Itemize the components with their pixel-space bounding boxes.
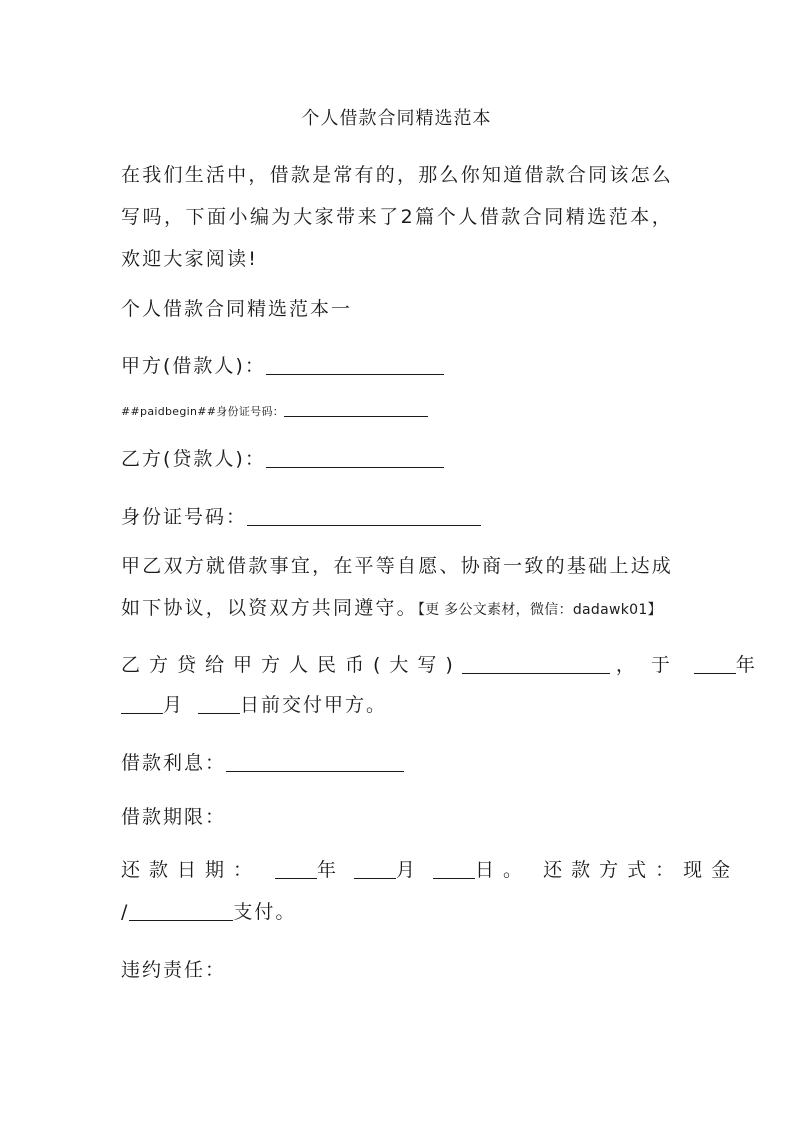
paid-marker-id-label: ##paidbegin##身份证号码： [121,405,285,418]
id-number-label: 身份证号码： [121,506,248,528]
repay-year-char: 年 [317,859,339,881]
repay-date-label: 还款日期： [121,859,262,881]
loan-date-line [121,690,387,720]
interest-label: 借款利息： [121,752,227,774]
section-heading: 个人借款合同精选范本一 [121,298,353,320]
loan-amount-line [121,650,757,680]
party-b-line [121,444,444,474]
loan-amount-comma: ， [615,654,637,676]
breach-line: 违约责任： [121,959,227,981]
party-a-label: 甲方(借款人)： [121,355,266,377]
repay-month-char: 月 [396,859,418,881]
repay-year-blank [275,859,317,879]
agreement-text: 甲乙双方就借款事宜，在平等自愿、协商一致的基础上达成如下协议，以资双方共同遵守。 [121,555,673,619]
party-a-line [121,351,444,381]
loan-day-blank [198,694,240,714]
repay-method-blank [129,901,233,921]
term-line: 借款期限： [121,806,227,828]
repay-slash: / [121,901,130,923]
loan-amount-blank [462,654,610,674]
loan-year-blank [694,654,736,674]
loan-amount-prefix: 乙方贷给甲方人民币(大写) [121,654,462,676]
party-a-blank [266,355,444,375]
loan-day-pay-text: 日前交付甲方。 [240,694,388,716]
interest-blank [226,752,404,772]
party-b-label: 乙方(贷款人)： [121,448,266,470]
loan-amount-yu: 于 [650,654,672,676]
repay-method-label: 还款方式：现金 [543,859,740,881]
loan-month-char: 月 [163,694,185,716]
id-number-blank [247,506,481,526]
paid-marker-id-blank [284,405,428,417]
repay-pay-suffix: 支付。 [233,901,297,923]
loan-month-blank [121,694,163,714]
agreement-paragraph [121,545,673,631]
intro-paragraph: 在我们生活中，借款是常有的，那么你知道借款合同该怎么写吗，下面小编为大家带来了2篇个人借款合同精选范本，欢迎大家阅读! [121,164,673,270]
repay-day-blank [433,859,475,879]
promo-note: 【更 多公文素材，微信：dadawk01】 [417,602,662,618]
loan-year-char: 年 [735,654,757,676]
repay-date-line [121,855,739,885]
repay-method-line [121,897,296,927]
repay-month-blank [354,859,396,879]
id-number-line [121,502,481,532]
paid-marker-line [121,403,428,419]
document-title: 个人借款合同精选范本 [301,108,492,129]
interest-line [121,748,404,778]
party-b-blank [266,448,444,468]
repay-day-end: 日。 [475,859,532,881]
